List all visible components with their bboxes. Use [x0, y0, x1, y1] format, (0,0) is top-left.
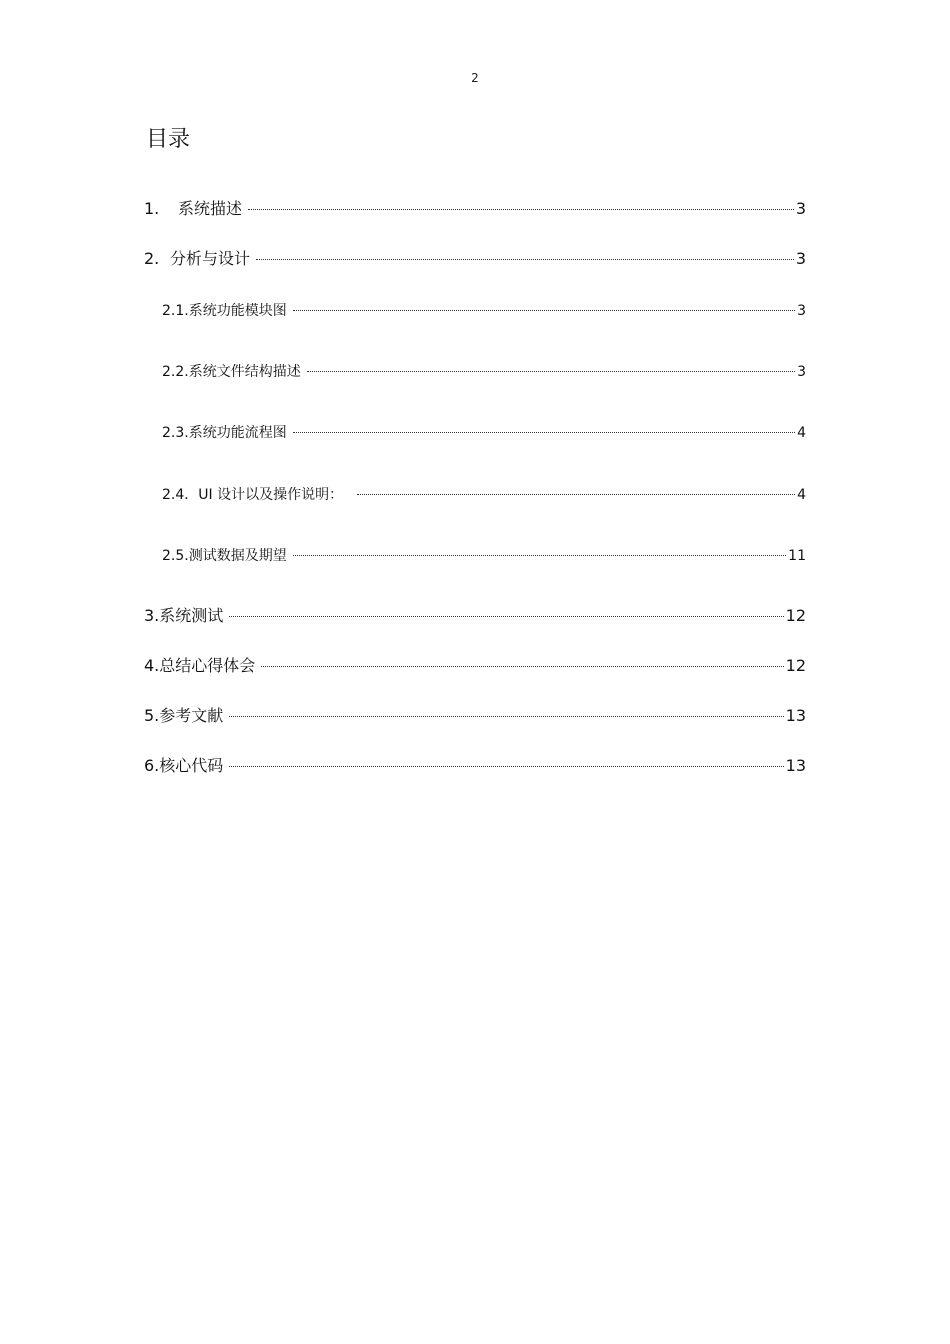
toc-entry-title: 测试数据及期望 — [188, 548, 287, 564]
toc-entry-number: 3. — [144, 606, 160, 625]
toc-entry-label — [162, 300, 287, 320]
toc-entry-2-5[interactable] — [162, 545, 806, 565]
toc-dot-leader — [307, 371, 795, 372]
toc-entry-number: 2.2. — [162, 364, 189, 380]
toc-entry-page: 4 — [797, 487, 806, 503]
toc-entry-page: 12 — [785, 606, 806, 625]
toc-entry-6[interactable] — [144, 753, 806, 775]
toc-entry-5[interactable] — [144, 703, 806, 725]
toc-entry-page: 4 — [797, 425, 806, 441]
toc-entry-label — [162, 484, 343, 504]
toc-entry-label — [162, 545, 287, 565]
toc-entry-title: 分析与设计 — [170, 249, 251, 268]
toc-dot-leader — [256, 259, 794, 260]
toc-entry-title: 系统功能模块图 — [188, 303, 287, 319]
toc-entry-number: 2.4． — [162, 487, 199, 503]
toc-entry-title: 核心代码 — [159, 756, 224, 775]
toc-entry-title: UI 设计以及操作说明： — [198, 487, 344, 503]
toc-entry-page: 13 — [785, 756, 806, 775]
toc-entry-1[interactable] — [144, 196, 806, 218]
toc-dot-leader — [248, 209, 794, 210]
toc-dot-leader — [357, 494, 795, 495]
toc-entry-number: 4. — [144, 656, 160, 675]
toc-entry-2-1[interactable] — [162, 300, 806, 320]
toc-dot-leader — [261, 666, 783, 667]
toc-dot-leader — [293, 310, 795, 311]
toc-entry-2-4[interactable] — [162, 484, 806, 504]
toc-entry-page: 13 — [785, 706, 806, 725]
toc-entry-page: 11 — [788, 548, 806, 564]
toc-dot-leader — [229, 716, 783, 717]
toc-entry-page: 3 — [795, 199, 806, 218]
toc-entry-page: 12 — [785, 656, 806, 675]
toc-entry-number: 5. — [144, 706, 160, 725]
toc-dot-leader — [229, 766, 783, 767]
toc-entry-label — [144, 753, 223, 776]
toc-entry-page: 3 — [795, 249, 806, 268]
toc-entry-label — [144, 603, 223, 626]
toc-entry-label — [144, 246, 250, 269]
toc-entry-page: 3 — [797, 303, 806, 319]
toc-entry-4[interactable] — [144, 653, 806, 675]
toc-entry-title: 系统功能流程图 — [188, 425, 287, 441]
toc-entry-number: 2.5. — [162, 548, 189, 564]
toc-entry-label — [162, 361, 301, 381]
toc-entry-page: 3 — [797, 364, 806, 380]
toc-entry-label — [144, 196, 242, 219]
toc-entry-number: 2.3. — [162, 425, 189, 441]
toc-entry-number: 1. — [144, 199, 160, 218]
toc-entry-title: 系统测试 — [159, 606, 224, 625]
toc-heading: 目录 — [146, 127, 191, 152]
toc-dot-leader — [229, 616, 783, 617]
toc-entry-2[interactable] — [144, 246, 806, 268]
toc-entry-number: 2.1. — [162, 303, 189, 319]
toc-entry-number: 6. — [144, 756, 160, 775]
toc-entry-title: 总结心得体会 — [159, 656, 256, 675]
toc-dot-leader — [293, 555, 786, 556]
toc-entry-2-3[interactable] — [162, 422, 806, 442]
toc-entry-title: 参考文献 — [159, 706, 224, 725]
page-number: 2 — [471, 71, 479, 85]
toc-dot-leader — [293, 432, 795, 433]
toc-entry-title: 系统描述 — [178, 199, 243, 218]
toc-entry-title: 系统文件结构描述 — [188, 364, 301, 380]
toc-entry-label — [144, 653, 255, 676]
toc-entry-label — [162, 422, 287, 442]
toc-entry-2-2[interactable] — [162, 361, 806, 381]
toc-entry-label — [144, 703, 223, 726]
toc-entry-3[interactable] — [144, 603, 806, 625]
toc-entry-number: 2. — [144, 249, 160, 268]
